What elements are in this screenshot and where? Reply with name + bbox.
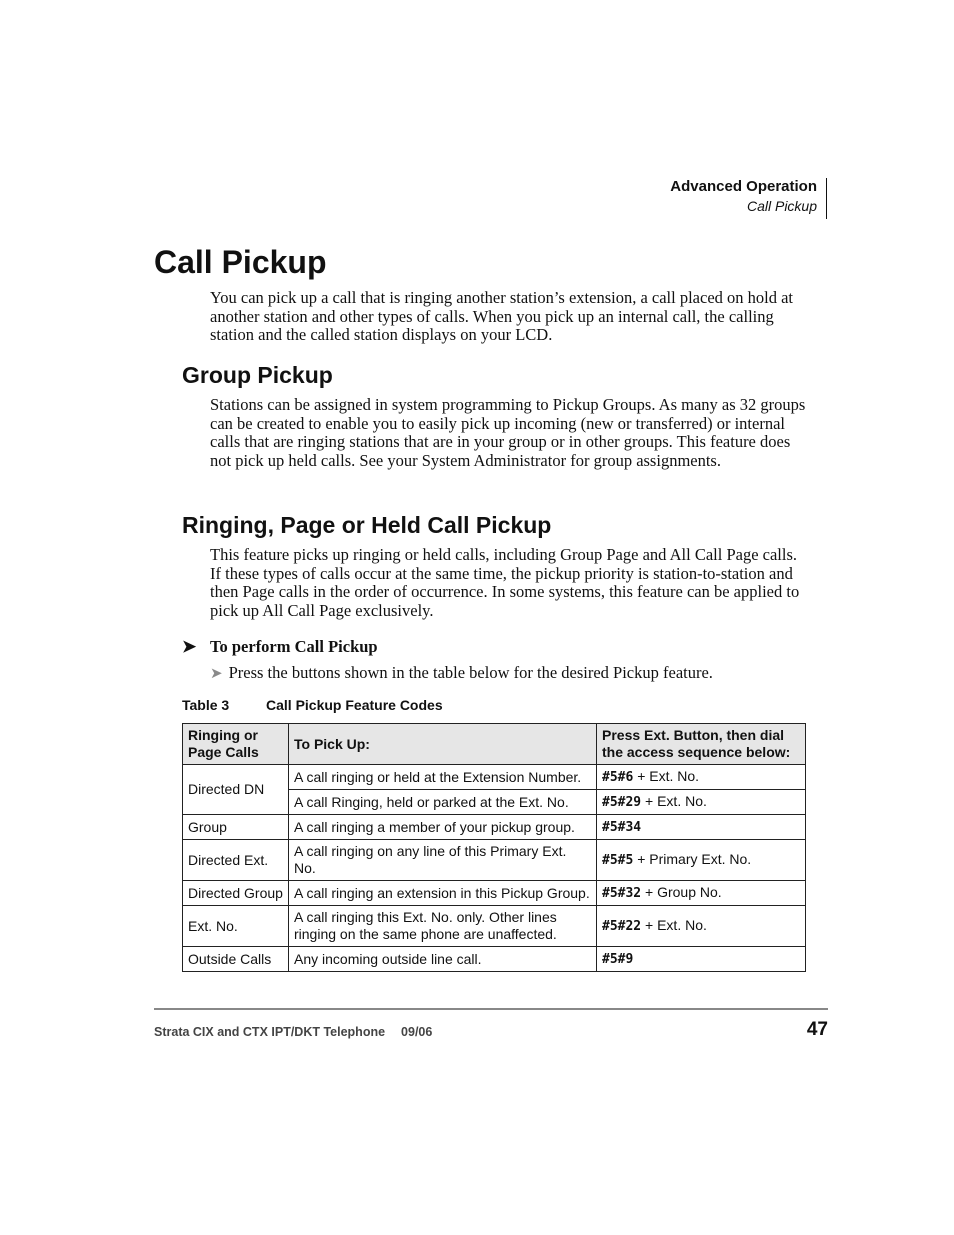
access-code-cell [597, 906, 806, 947]
arrow-icon: ➤ [182, 637, 197, 656]
table-number: Table 3 [182, 697, 230, 713]
ringing-pickup-paragraph: This feature picks up ringing or held calls, including Group Page and All Call Page calls. If these types of calls occur at the same time, the pickup priority is station-to-station and then Page calls in the order of occurrence. In some systems, this feature can be applied to pick up All Call Page exclusively. [210, 545, 800, 621]
access-code-cell [597, 765, 806, 790]
table-row [183, 815, 806, 840]
access-code: #5#34 [602, 820, 642, 835]
access-code-suffix: + Primary Ext. No. [633, 851, 752, 867]
header-topic: Call Pickup [746, 198, 817, 214]
column-header: Press Ext. Button, then dial the access sequence below: [597, 724, 806, 765]
feature-codes-table [182, 723, 806, 972]
access-code-cell [597, 815, 806, 840]
call-type-cell: Directed Ext. [183, 840, 289, 881]
pickup-description-cell: A call ringing this Ext. No. only. Other lines ringing on the same phone are unaffected. [289, 906, 597, 947]
group-pickup-paragraph: Stations can be assigned in system programming to Pickup Groups. As many as 32 groups can be created to enable you to easily pick up incoming (new or transferred) or internal calls that are ringing stations that are in your group or in other groups. This feature does not pick up held calls. See your System Administrator for group assignments. [210, 395, 806, 471]
pickup-description-cell: A call Ringing, held or parked at the Ext. No. [289, 790, 597, 815]
header-rule [826, 178, 827, 219]
access-code: #5#6 [602, 770, 634, 785]
access-code: #5#5 [602, 853, 634, 868]
call-type-cell: Ext. No. [183, 906, 289, 947]
pickup-description-cell: Any incoming outside line call. [289, 947, 597, 972]
pickup-description-cell: A call ringing or held at the Extension Number. [289, 765, 597, 790]
access-code: #5#32 [602, 886, 642, 901]
access-code-suffix: + Ext. No. [633, 768, 700, 784]
table-row [183, 947, 806, 972]
group-pickup-heading: Group Pickup [182, 362, 333, 388]
table-row [183, 840, 806, 881]
access-code-cell [597, 947, 806, 972]
procedure-step-text: Press the buttons shown in the table below for the desired Pickup feature. [228, 663, 713, 682]
access-code-suffix: + Ext. No. [641, 917, 707, 933]
footer-rule [154, 1008, 828, 1010]
column-header: To Pick Up: [289, 724, 597, 765]
procedure-title-text: To perform Call Pickup [210, 637, 378, 656]
running-header [670, 178, 817, 216]
pickup-description-cell: A call ringing on any line of this Primary Ext. No. [289, 840, 597, 881]
call-type-cell: Group [183, 815, 289, 840]
table-row [183, 765, 806, 790]
step-arrow-icon: ➤ [210, 666, 223, 682]
procedure-step [210, 663, 713, 684]
access-code-cell [597, 790, 806, 815]
access-code: #5#29 [602, 795, 642, 810]
table-row [183, 906, 806, 947]
access-code-cell [597, 840, 806, 881]
page-title: Call Pickup [154, 244, 327, 280]
call-type-cell: Outside Calls [183, 947, 289, 972]
header-section-title: Advanced Operation [670, 178, 817, 195]
access-code-suffix: + Ext. No. [641, 793, 707, 809]
access-code: #5#22 [602, 919, 642, 934]
access-code-cell [597, 881, 806, 906]
access-code-suffix: + Group No. [641, 884, 722, 900]
call-type-cell: Directed DN [183, 765, 289, 815]
table-row [183, 881, 806, 906]
call-type-cell: Directed Group [183, 881, 289, 906]
footer-date: 09/06 [401, 1025, 433, 1039]
table-caption [182, 696, 443, 714]
table-caption-text: Call Pickup Feature Codes [266, 697, 443, 713]
page-number: 47 [806, 1019, 828, 1040]
pickup-description-cell: A call ringing a member of your pickup group. [289, 815, 597, 840]
access-code: #5#9 [602, 952, 634, 967]
column-header: Ringing or Page Calls [183, 724, 289, 765]
footer-product-line [154, 1025, 432, 1039]
intro-paragraph: You can pick up a call that is ringing another station’s extension, a call placed on hold at another station and other types of calls. When you pick up an internal call, the calling station and the called station displays on your LCD. [210, 288, 794, 345]
footer-product: Strata CIX and CTX IPT/DKT Telephone [154, 1025, 386, 1039]
procedure-title [182, 637, 378, 657]
table-header-row [183, 724, 806, 765]
ringing-pickup-heading: Ringing, Page or Held Call Pickup [182, 512, 552, 538]
pickup-description-cell: A call ringing an extension in this Pickup Group. [289, 881, 597, 906]
